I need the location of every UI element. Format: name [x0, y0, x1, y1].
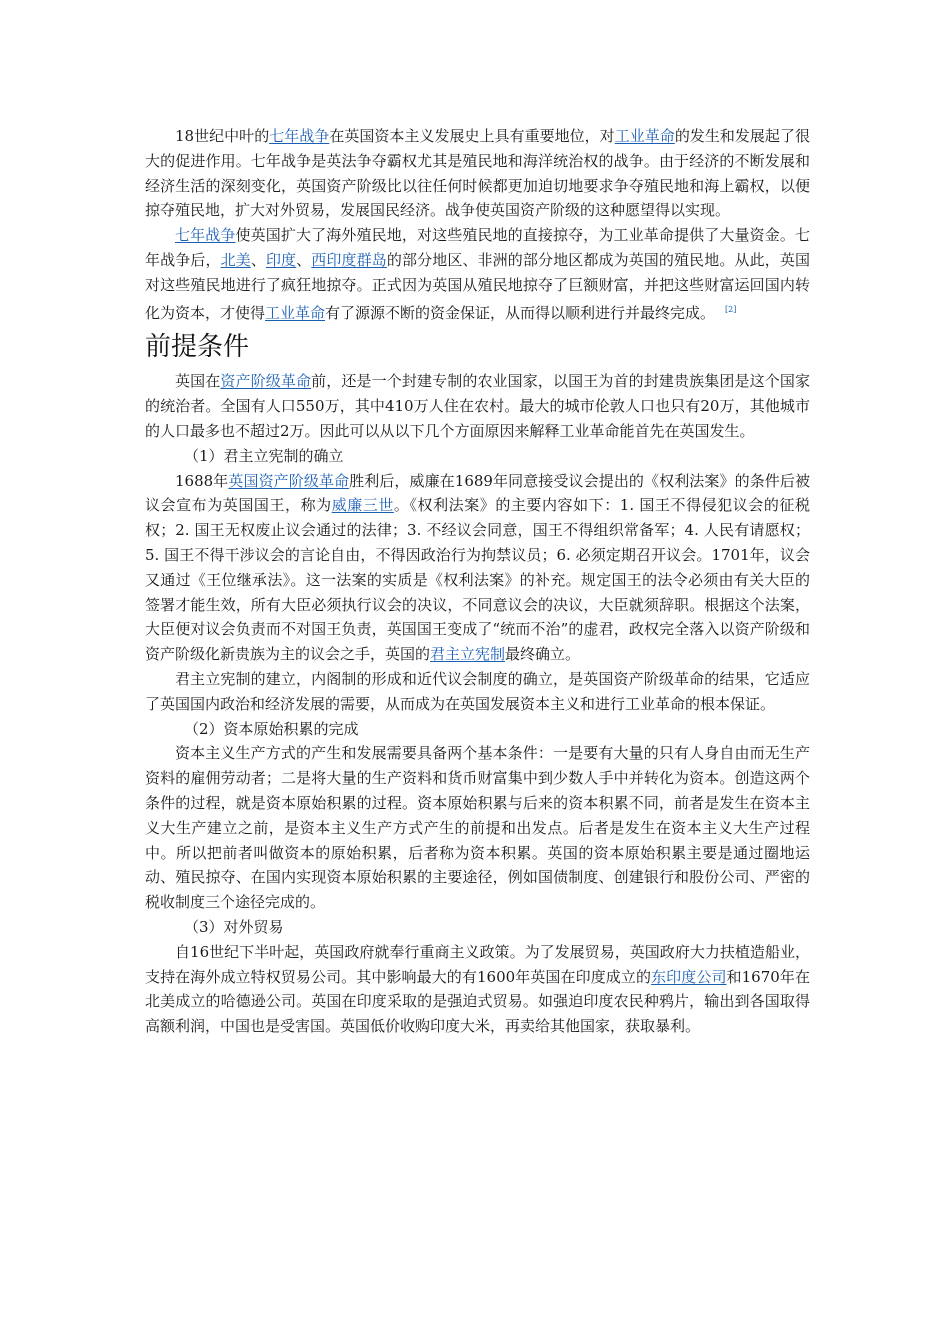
- text: 1688年: [175, 471, 229, 490]
- link-east-india-company[interactable]: 东印度公司: [651, 967, 727, 986]
- text: 、: [296, 250, 312, 269]
- text: 、: [250, 250, 266, 269]
- section-heading: 前提条件: [145, 332, 250, 363]
- paragraph-background: [145, 369, 810, 443]
- text: 18世纪中叶的: [175, 127, 270, 145]
- text: 自16世纪下半叶起，英国政府就奉行重商主义政策。为了发展贸易，英国政府大力扶植造船业，支持在海外成立特权贸易公司。其中影响最大的有1600年英国在印度成立的: [145, 942, 810, 986]
- link-english-bourgeois-revolution[interactable]: 英国资产阶级革命: [228, 471, 350, 490]
- paragraph-monarchy-result: 君主立宪制的建立，内阁制的形成和近代议会制度的确立，是英国资产阶级革命的结果，它适应了英国国内政治和经济发展的需要，从而成为在英国发展资本主义和进行工业革命的根本保证。: [145, 669, 810, 713]
- text: 的发生和发展起了很大的促进作用。七年战争是英法争夺霸权尤其是殖民地和海洋统治权的战争。由于经济的不断发展和经济生活的深刻变化，英国资产阶级比以往任何时候都更加迫切地要求争夺殖民地和海上霸权，以便掠夺殖民地，扩大对外贸易，发展国民经济。战争使英国资产阶级的这种愿望得以实现。: [145, 127, 810, 220]
- link-william-iii[interactable]: 威廉三世: [331, 496, 394, 515]
- text: 的部分地区、非洲的部分地区都成为英国的殖民地。从此，英国对这些殖民地进行了疯狂地掠夺。正式因为英国从殖民地掠夺了巨额财富，并把这些财富运回国内转化为资本，才使得: [145, 250, 810, 322]
- text: 前，还是一个封建专制的农业国家，以国王为首的封建贵族集团是这个国家的统治者。全国有人口550万，其中410万人住在农村。最大的城市伦敦人口也只有20万，其他城市的人口最多也不超过2万。因此可以从以下几个方面原因来解释工业革命能首先在英国发生。: [145, 372, 810, 440]
- paragraph-capital-accumulation: 资本主义生产方式的产生和发展需要具备两个基本条件：一是要有大量的只有人身自由而无生产资料的雇佣劳动者；二是将大量的生产资料和货币财富集中到少数人手中并转化为资本。创造这两个条件的过程，就是资本原始积累的过程。资本原始积累与后来的资本积累不同，前者是发生在资本主义大生产建立之前，是资本主义生产方式产生的前提和出发点。后者是发生在资本主义大生产过程中。所以把前者叫做资本的原始积累，后者称为资本积累。英国的资本原始积累主要是通过圈地运动、殖民掠夺、在国内实现资本原始积累的主要途径，例如国债制度、创建银行和股份公司、严密的税收制度三个途径完成的。: [145, 744, 810, 912]
- text: 有了源源不断的资金保证，从而得以顺利进行并最终完成。: [325, 303, 716, 322]
- link-seven-years-war-2[interactable]: 七年战争: [175, 226, 236, 245]
- reference-marker[interactable]: [2]: [725, 304, 737, 314]
- document-page: [145, 124, 810, 1039]
- link-india[interactable]: 印度: [265, 250, 297, 269]
- link-west-indies[interactable]: 西印度群岛: [311, 250, 387, 269]
- text: 。《权利法案》的主要内容如下：1. 国王不得侵犯议会的征税权；2. 国王无权废止议会通过的法律；3. 不经议会同意，国王不得组织常备军；4. 人民有请愿权；5. 国王不得干涉议会的言论自由，不得因政治行为拘禁议员；6. 必须定期召开议会。1701年，议会又通过《王位继承法》。这一法案的实质是《权利法案》的补充。规定国王的法令必须由有关大臣的签署才能生效，所有大臣必须执行议会的决议，不同意议会的决议，大臣就须辞职。根据这个法案，大臣便对议会负责而不对国王负责，英国国王变成了“统而不治”的虚君，政权完全落入以资产阶级和资产阶级化新贵族为主的议会之手，英国的: [145, 496, 810, 664]
- text: 和1670年在北美成立的哈德逊公司。英国在印度采取的是强迫式贸易。如强迫印度农民种鸦片，输出到各国取得高额利润，中国也是受害国。英国低价收购印度大米，再卖给其他国家，获取暴利。: [145, 967, 810, 1036]
- link-north-america[interactable]: 北美: [220, 250, 251, 269]
- subheading-primitive-accumulation: （2）资本原始积累的完成: [184, 719, 359, 738]
- link-industrial-revolution-2[interactable]: 工业革命: [265, 303, 326, 322]
- text: 胜利后，威廉在1689年同意接受议会提出的《权利法案》的条件后被议会宣布为英国国王，称为: [145, 471, 810, 515]
- link-seven-years-war[interactable]: 七年战争: [269, 127, 330, 145]
- text: 使英国扩大了海外殖民地，对这些殖民地的直接掠夺，为工业革命提供了大量资金。七年战争后，: [145, 226, 810, 269]
- subheading-constitutional-monarchy: （1）君主立宪制的确立: [184, 446, 344, 465]
- text: 最终确立。: [505, 645, 581, 664]
- paragraph-foreign-trade: [145, 940, 810, 1039]
- link-industrial-revolution[interactable]: 工业革命: [614, 127, 675, 145]
- text: 英国在: [175, 372, 221, 391]
- paragraph-bill-of-rights: [145, 469, 810, 667]
- paragraph-seven-years-war: [145, 124, 810, 223]
- link-constitutional-monarchy[interactable]: 君主立宪制: [430, 645, 506, 664]
- subheading-foreign-trade: （3）对外贸易: [184, 917, 284, 936]
- paragraph-colonies: [145, 223, 810, 325]
- text: 在英国资本主义发展史上具有重要地位，对: [329, 127, 615, 145]
- link-bourgeois-revolution[interactable]: 资产阶级革命: [220, 372, 312, 391]
